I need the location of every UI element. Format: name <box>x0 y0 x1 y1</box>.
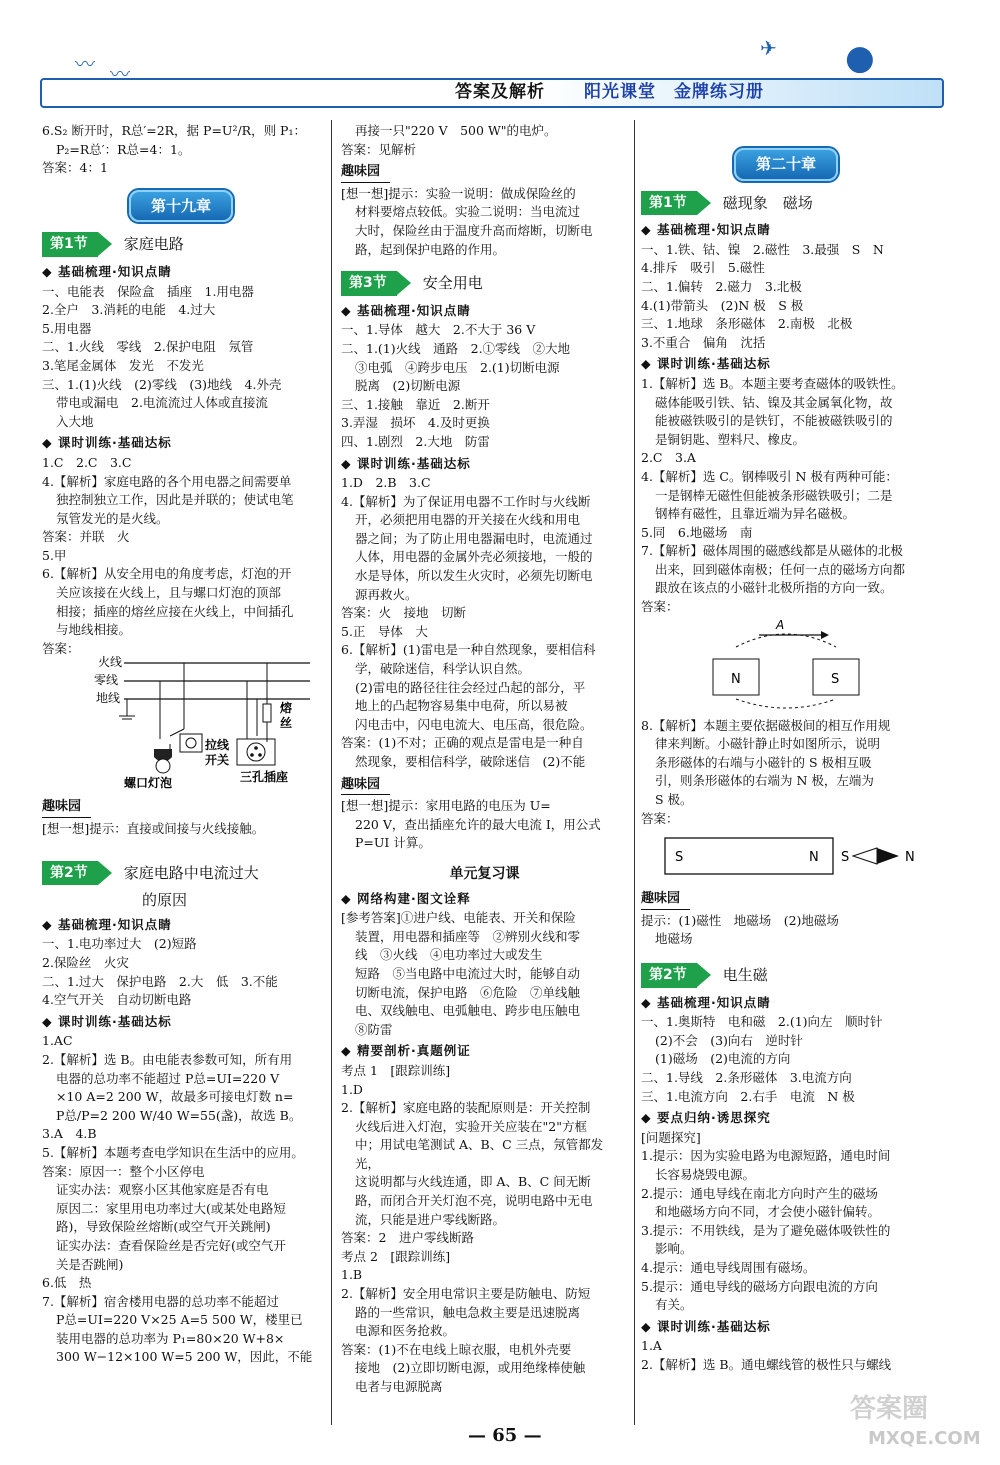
text-line: [参考答案]①进户线、电能表、开关和保险 <box>341 910 576 926</box>
magnet-n-label: N <box>809 850 819 866</box>
answer-block <box>341 909 628 1039</box>
subsection-title: ◆ 基础梳理·知识点睛 <box>641 994 931 1013</box>
answer-block <box>42 454 320 659</box>
text-line: 2.【解析】家庭电路的装配原则是：开关控制 <box>341 1100 591 1116</box>
text-line: 氖管发光的是火线。 <box>56 510 169 526</box>
text-line: 长容易烧毁电源。 <box>655 1166 756 1182</box>
text-line: 7.【解析】磁体周围的磁感线都是从磁体的北极 <box>641 543 903 559</box>
fuse-label: 熔 <box>280 701 293 716</box>
text-line: 引，则条形磁体的右端为 N 极，左端为 <box>655 773 874 789</box>
text-line: 答案： <box>641 599 679 615</box>
subsection-title: ◆ 课时训练·基础达标 <box>42 434 320 453</box>
section-header <box>641 963 931 988</box>
text-line: 钢棒有磁性，且靠近端为异名磁极。 <box>655 506 856 522</box>
text-line: 一、电能表 保险盒 插座 1.用电器 <box>42 283 254 299</box>
text-line: 二、1.导线 2.条形磁体 3.电流方向 <box>641 1069 852 1085</box>
text-line: 源再救火。 <box>355 586 418 602</box>
paper-plane-icon: ✈ <box>760 36 777 60</box>
text-line: 中；用试电笔测试 A、B、C 三点，氖管都发光， <box>355 1137 604 1171</box>
text-line: 接地 (2)立即切断电源，或用绝缘棒使触 <box>355 1360 586 1376</box>
text-line: 220 V，查出插座允许的最大电流 I，用公式 <box>355 816 601 832</box>
screw-lamp-label: 螺口灯泡 <box>124 776 173 791</box>
text-line: 磁体能吸引铁、钴、镍及其金属氧化物，故 <box>655 394 893 410</box>
text-line: 6.【解析】从安全用电的角度考虑，灯泡的开 <box>42 566 292 582</box>
text-line: 路的一些常识，触电急救主要是迅速脱离 <box>355 1304 581 1320</box>
section-title-line2: 的原因 <box>142 891 188 910</box>
review-title: 单元复习课 <box>449 865 520 882</box>
text-line: 一、1.铁、钴、镍 2.磁性 3.最强 S N <box>641 241 884 257</box>
text-line: 三、1.地球 条形磁体 2.南极 北极 <box>641 316 853 332</box>
text-line: 5.用电器 <box>42 320 92 336</box>
answer-block <box>42 1032 320 1367</box>
text-line: 2.全户 3.消耗的电能 4.过大 <box>42 302 216 318</box>
text-line: 电源和医务抢救。 <box>355 1323 456 1339</box>
text-line: 与地线相接。 <box>56 622 132 638</box>
answer-block <box>641 912 931 949</box>
text-line: 入大地 <box>56 413 94 429</box>
text-line: 提示：(1)磁性 地磁场 (2)地磁场 <box>641 912 839 928</box>
text-line: 有关。 <box>655 1297 693 1313</box>
text-line: 4.排斥 吸引 5.磁性 <box>641 260 765 276</box>
text-line: 电器的总功率不能超过 P总=UI=220 V <box>56 1070 280 1086</box>
answer-block <box>641 241 931 353</box>
section-tag: 第1节 <box>42 232 98 257</box>
text-line: 三、1.(1)火线 (2)零线 (3)地线 4.外壳 <box>42 376 282 392</box>
text-line: ×10 A=2 200 W，故最多可接电灯数 n= <box>56 1089 294 1105</box>
text-line: 关是否跳闸) <box>56 1256 124 1272</box>
column-divider <box>331 120 332 1425</box>
text-line: 2.提示：通电导线在南北方向时产生的磁场 <box>641 1185 878 1201</box>
subsection-title: ◆ 基础梳理·知识点睛 <box>42 263 320 282</box>
text-line: 带电或漏电 2.电流流过人体或直接流 <box>56 395 268 411</box>
subsection-title: ◆ 基础梳理·知识点睛 <box>341 302 628 321</box>
text-line: 学，破除迷信，科学认识自然。 <box>355 661 531 677</box>
text-line: 地磁场 <box>655 931 693 947</box>
text-line: (2)不会 (3)向右 逆时针 <box>655 1032 803 1048</box>
answer-block <box>641 1129 931 1315</box>
fun-corner-title: 趣味园 <box>42 798 91 818</box>
magnet-s-label: S <box>831 671 840 687</box>
column-divider <box>634 120 635 1425</box>
text-line: 5.同 6.地磁场 南 <box>641 524 753 540</box>
text-line: 5.提示：通电导线的磁场方向跟电流的方向 <box>641 1278 878 1294</box>
section-title: 安全用电 <box>422 274 483 293</box>
text-line: 三、1.接触 靠近 2.断开 <box>341 396 490 412</box>
subsection-title: ◆ 精要剖析·真题例证 <box>341 1042 628 1061</box>
text-line: 路)，导致保险丝熔断(或空气开关跳闸) <box>56 1219 271 1235</box>
text-line: 和地磁场方向不同，才会使小磁针偏转。 <box>655 1204 881 1220</box>
section-title: 家庭电路中电流过大 <box>123 863 259 882</box>
text-line: 二、1.偏转 2.磁力 3.北极 <box>641 278 802 294</box>
header-title: 答案及解析 <box>455 82 545 102</box>
text-line: 二、1.火线 零线 2.保护电阻 氖管 <box>42 339 254 355</box>
text-line: 脱离 (2)切断电源 <box>355 378 461 394</box>
page-number: — 65 — <box>468 1425 542 1446</box>
section-title: 电生磁 <box>722 966 768 984</box>
answer-block <box>341 122 628 159</box>
answer-block <box>641 717 931 829</box>
text-line: (1)磁场 (2)电流的方向 <box>655 1051 791 1067</box>
text-line: 答案：并联 火 <box>42 529 130 545</box>
text-line: 8.【解析】本题主要依据磁极间的相互作用规 <box>641 717 891 733</box>
chapter-badge <box>42 190 320 223</box>
text-line: 材料要熔点较低。实验二说明：当电流过 <box>355 204 581 220</box>
section-tag: 第2节 <box>42 861 98 886</box>
fun-corner-title: 趣味园 <box>641 890 690 910</box>
fire-wire-label: 火线 <box>98 655 123 670</box>
text-line: P₂=R总′：R总=4：1。 <box>56 141 191 157</box>
section-tag: 第3节 <box>341 271 397 296</box>
text-line: 答案：4：1 <box>42 160 108 176</box>
text-line: 考点 1 [跟踪训练] <box>341 1062 451 1078</box>
bird-icon: 〰 <box>75 52 95 76</box>
text-line: 出来，回到磁体南极；任何一点的磁场方向都 <box>655 561 906 577</box>
subsection-title: ◆ 课时训练·基础达标 <box>641 1318 931 1337</box>
column-1 <box>42 122 320 1367</box>
magnet-s-label: S <box>675 850 684 866</box>
text-line: 2.保险丝 火灾 <box>42 955 129 970</box>
globe-icon: ● <box>845 38 875 78</box>
section-header <box>641 191 931 216</box>
neutral-wire-label: 零线 <box>94 673 119 688</box>
text-line: 证实办法：查看保险丝是否完好(或空气开 <box>56 1237 286 1253</box>
needle-n-label: N <box>905 850 915 866</box>
column-2 <box>341 122 628 1397</box>
text-line: 能被磁铁吸引的是铁钉，不能被磁铁吸引的 <box>655 413 893 429</box>
text-line: 一、1.导体 越大 2.不大于 36 V <box>341 322 536 338</box>
text-line: 3.不重合 偏角 沈括 <box>641 334 766 350</box>
answer-block <box>341 797 628 853</box>
text-line: 三、1.电流方向 2.右手 电流 N 极 <box>641 1088 855 1104</box>
subsection-title: ◆ 课时训练·基础达标 <box>341 455 628 474</box>
text-line: 二、1.(1)火线 通路 2.①零线 ②大地 <box>341 340 571 356</box>
text-line: 电者与电源脱离 <box>355 1379 443 1394</box>
text-line: 答案：见解析 <box>341 141 417 157</box>
chapter-title: 第二十章 <box>734 148 838 181</box>
chapter-badge <box>641 148 931 181</box>
text-line: 答案： <box>42 640 80 656</box>
answer-block <box>341 185 628 259</box>
section-header <box>341 271 628 296</box>
text-line: 4.空气开关 自动切断电路 <box>42 992 192 1008</box>
subsection-title: ◆ 基础梳理·知识点睛 <box>42 916 320 935</box>
answer-block <box>42 935 320 1009</box>
text-line: 2.【解析】选 B。通电螺线管的极性只与螺线 <box>641 1356 892 1372</box>
text-line: 关应该接在火线上，且与螺口灯泡的顶部 <box>56 585 282 601</box>
bird-icon: 〰 <box>110 62 130 86</box>
text-line: [想一想]提示：家用电路的电压为 U= <box>341 798 551 814</box>
text-line: 开，必须把用电器的开关接在火线和用电 <box>355 512 581 528</box>
text-line: 独控制独立工作，因此是并联的；使试电笔 <box>56 492 294 508</box>
text-line: 证实办法：观察小区其他家庭是否有电 <box>56 1182 269 1198</box>
text-line: 影响。 <box>655 1241 693 1257</box>
text-line: [问题探究] <box>641 1129 701 1145</box>
answer-block <box>42 122 320 178</box>
section-header <box>42 232 320 257</box>
subsection-title: ◆ 要点归纳·诱思探究 <box>641 1109 931 1128</box>
section-title: 家庭电路 <box>123 235 184 254</box>
text-line: 地上的凸起物容易集中电荷，所以易被 <box>355 698 568 714</box>
text-line: 300 W−12×100 W=5 200 W，因此，不能 <box>56 1349 313 1365</box>
fun-corner-text: [想一想]提示：直接或间接与火线接触。 <box>42 821 265 837</box>
text-line: 短路 ⑤当电路中电流过大时，能够自动 <box>355 965 581 981</box>
text-line: 2.C 3.A <box>641 450 696 466</box>
text-line: P总/P=2 200 W/40 W=55(盏)，故选 B。 <box>56 1107 302 1123</box>
text-line: 路，而闭合开关灯泡不亮，说明电路中无电 <box>355 1193 593 1209</box>
subsection-title: ◆ 课时训练·基础达标 <box>42 1013 320 1032</box>
text-line: ③电弧 ④跨步电压 2.(1)切断电源 <box>355 359 560 375</box>
text-line: 装置，用电器和插座等 ②辨别火线和零 <box>355 928 581 944</box>
text-line: 二、1.过大 保护电路 2.大 低 3.不能 <box>42 973 278 989</box>
text-line: 4.提示：通电导线周围有磁场。 <box>641 1259 816 1275</box>
text-line: 原因二：家里用电功率过大(或某处电路短 <box>56 1200 286 1216</box>
pull-switch-label: 开关 <box>205 753 230 768</box>
text-line: 3.笔尾金属体 发光 不发光 <box>42 357 204 373</box>
text-line: 4.(1)带箭头 (2)N 极 S 极 <box>641 297 804 313</box>
text-line: 条形磁体的右端与小磁针的 S 极相互吸 <box>655 754 872 770</box>
text-line: 这说明都与火线连通，即 A、B、C 间无断 <box>355 1174 591 1190</box>
text-line: 答案： <box>641 810 679 826</box>
text-line: 水是导体，所以发生火灾时，必须先切断电 <box>355 568 593 584</box>
text-line: 1.【解析】选 B。本题主要考查磁体的吸铁性。 <box>641 375 904 391</box>
three-hole-socket-label: 三孔插座 <box>240 770 289 785</box>
ground-wire-label: 地线 <box>96 691 121 706</box>
answer-block <box>341 1062 628 1397</box>
text-line: [想一想]提示：实验一说明：做成保险丝的 <box>341 185 576 201</box>
section-header <box>42 861 320 886</box>
chapter-title: 第十九章 <box>129 190 233 223</box>
column-3 <box>641 122 931 1374</box>
text-line: 4.【解析】为了保证用电器不工作时与火线断 <box>341 493 591 509</box>
text-line: 律来判断。小磁针静止时如图所示，说明 <box>655 736 881 752</box>
text-line: P总=UI=220 V×25 A=5 500 W，楼里已 <box>56 1312 303 1328</box>
text-line: 6.【解析】(1)雷电是一种自然现象，要相信科 <box>341 642 596 658</box>
text-line: 5.【解析】本题考查电学知识在生活中的应用。 <box>42 1144 304 1160</box>
text-line: 1.A <box>641 1338 662 1354</box>
text-line: 装用电器的总功率为 P₁=80×20 W+8× <box>56 1330 285 1346</box>
text-line: 6.低 热 <box>42 1275 92 1291</box>
text-line: 相接；插座的熔丝应接在火线上，中间插孔 <box>56 603 294 619</box>
text-line: 闪电击中，闪电电流大、电压高，很危险。 <box>355 716 593 732</box>
page-header <box>0 0 1000 112</box>
text-line: 电、双线触电、电弧触电、跨步电压触电 <box>355 1003 581 1019</box>
text-line: 3.提示：不用铁线，是为了避免磁体吸铁性的 <box>641 1222 891 1238</box>
text-line: 1.C 2.C 3.C <box>42 454 132 470</box>
text-line: 火线后进入灯泡，实验开关应装在"2"方框 <box>355 1118 587 1134</box>
text-line: 一是钢棒无磁性但能被条形磁铁吸引；二是 <box>655 487 893 503</box>
fuse-label: 丝 <box>280 716 293 731</box>
answer-block <box>641 1337 931 1374</box>
subsection-title: ◆ 课时训练·基础达标 <box>641 355 931 374</box>
text-line: ⑧防雷 <box>355 1021 393 1037</box>
watermark-logo: 答案圈 <box>850 1394 929 1424</box>
magnet-n-label: N <box>731 671 741 687</box>
text-line: 1.B <box>341 1267 363 1283</box>
text-line: 2.【解析】选 B。由电能表参数可知，所有用 <box>42 1051 293 1067</box>
point-a-label: A <box>776 617 785 632</box>
text-line: 是铜钥匙、塑料尺、橡皮。 <box>655 431 806 447</box>
subsection-title: ◆ 网络构建·图文诠释 <box>341 890 628 909</box>
text-line: 切断电流，保护电路 ⑥危险 ⑦单线触 <box>355 984 581 1000</box>
text-line: S 极。 <box>655 792 693 808</box>
text-line: 1.AC <box>42 1033 73 1049</box>
text-line: 人体，用电器的金属外壳必须接地，一般的 <box>355 549 593 565</box>
text-line: 5.正 导体 大 <box>341 623 428 639</box>
answer-block <box>641 1013 931 1106</box>
text-line: 四、1.剧烈 2.大地 防雷 <box>341 433 490 449</box>
pull-switch-label: 拉线 <box>205 738 230 753</box>
text-line: 3.弄湿 损坏 4.及时更换 <box>341 415 490 431</box>
text-line: 考点 2 [跟踪训练] <box>341 1248 451 1264</box>
text-line: 答案：2 进户零线断路 <box>341 1230 474 1246</box>
text-line: 一、1.电功率过大 (2)短路 <box>42 936 197 952</box>
fun-corner-title: 趣味园 <box>341 163 390 183</box>
subsection-title: ◆ 基础梳理·知识点睛 <box>641 221 931 240</box>
text-line: 7.【解析】宿舍楼用电器的总功率不能超过 <box>42 1293 279 1309</box>
text-line: 2.【解析】安全用电常识主要是防触电、防短 <box>341 1286 591 1302</box>
text-line: 然现象，要相信科学，破除迷信 (2)不能 <box>355 754 586 769</box>
text-line: 6.S₂ 断开时，R总′=2R，据 P=U²/R，则 P₁： <box>42 123 306 138</box>
header-series: 阳光课堂 金牌练习册 <box>584 82 764 102</box>
text-line: 流，只能是进户零线断路。 <box>355 1211 506 1227</box>
text-line: 答案：原因一：整个小区停电 <box>42 1163 205 1179</box>
section-tag: 第2节 <box>641 963 697 988</box>
text-line: 线 ③火线 ④电功率过大或发生 <box>355 947 543 963</box>
text-line: 4.【解析】家庭电路的各个用电器之间需要单 <box>42 473 292 489</box>
text-line: 答案：(1)不在电线上晾衣服，电机外壳要 <box>341 1341 572 1357</box>
answer-block <box>341 321 628 451</box>
text-line: 跟放在该点的小磁针北极所指的方向一致。 <box>655 580 893 596</box>
magnet-field-figure <box>641 617 931 717</box>
text-line: 4.【解析】选 C。钢棒吸引 N 极有两种可能： <box>641 468 898 484</box>
text-line: 1.D <box>341 1081 363 1097</box>
text-line: 答案：(1)不对；正确的观点是雷电是一种自 <box>341 735 584 751</box>
text-line: 1.D 2.B 3.C <box>341 475 431 491</box>
text-line: 3.A 4.B <box>42 1126 97 1142</box>
text-line: (2)雷电的路径往往会经过凸起的部分，平 <box>355 679 586 695</box>
text-line: 再接一只"220 V 500 W"的电炉。 <box>355 123 557 138</box>
text-line: 路，起到保护电路的作用。 <box>355 241 506 257</box>
text-line: 5.甲 <box>42 547 67 563</box>
answer-block <box>42 283 320 432</box>
text-line: 器之间；为了防止用电器漏电时，电流通过 <box>355 530 593 546</box>
fun-corner-title: 趣味园 <box>341 776 390 796</box>
answer-block <box>641 375 931 617</box>
needle-s-label: S <box>841 850 850 866</box>
text-line: 大时，保险丝由于温度升高而熔断，切断电 <box>355 222 593 238</box>
text-line: 答案：火 接地 切断 <box>341 605 467 621</box>
text-line: P=UI 计算。 <box>355 835 431 851</box>
bar-magnet-needle-figure <box>641 832 931 880</box>
circuit-diagram <box>42 654 320 794</box>
answer-block <box>341 474 628 772</box>
text-line: 1.提示：因为实验电路为电源短路，通电时间 <box>641 1148 891 1164</box>
text-line: 一、1.奥斯特 电和磁 2.(1)向左 顺时针 <box>641 1014 883 1030</box>
section-tag: 第1节 <box>641 191 697 216</box>
section-title: 磁现象 磁场 <box>722 193 813 212</box>
watermark-url: MXQE.COM <box>868 1428 981 1449</box>
